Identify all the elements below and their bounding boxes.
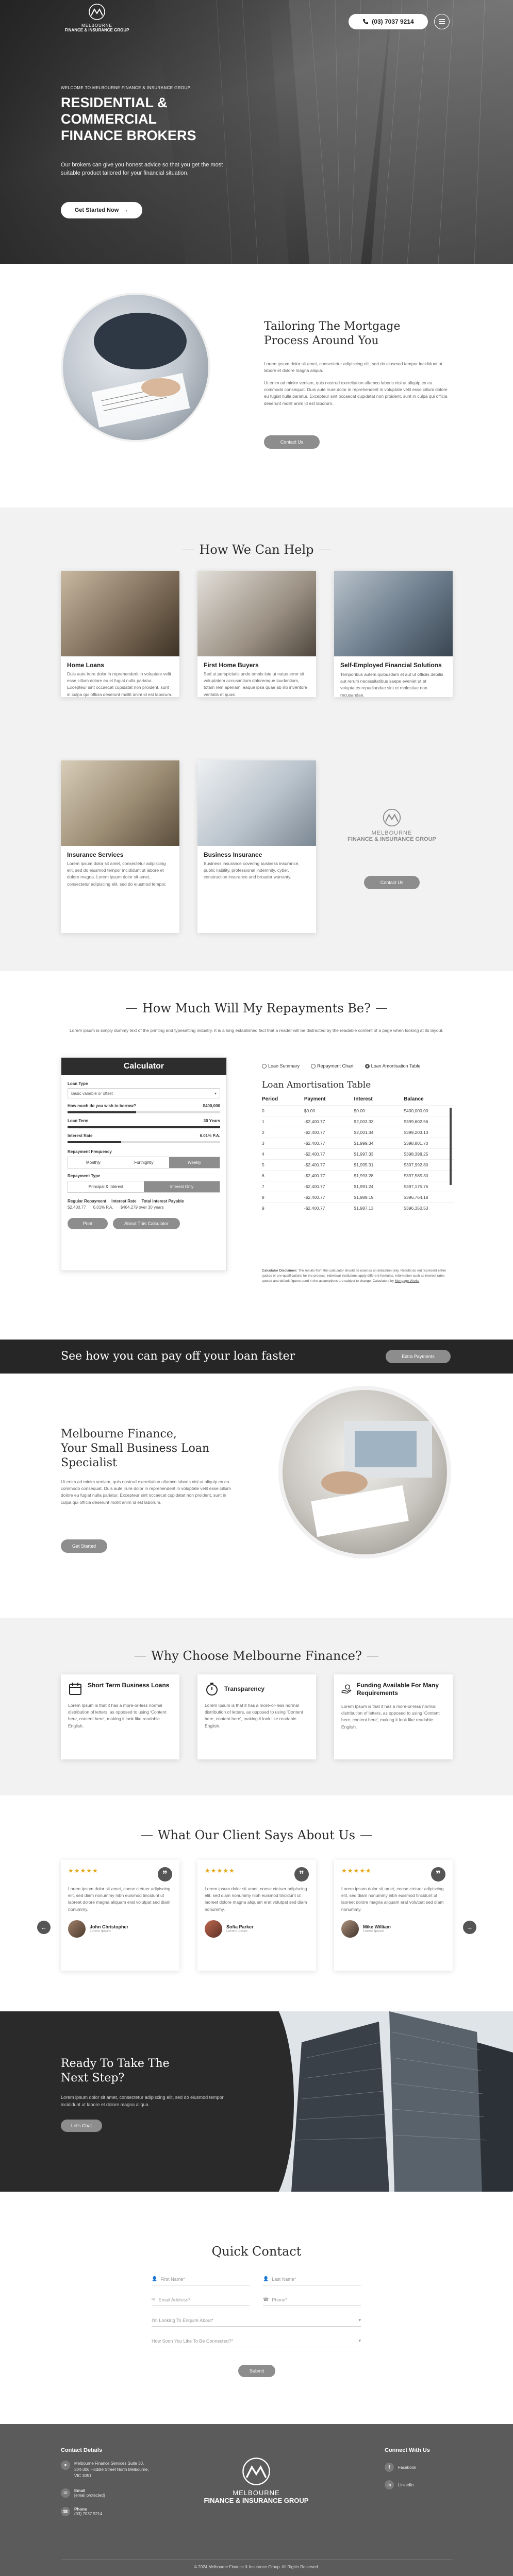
summary-label: Total Interest Payable [141,1199,184,1204]
card-text: Business insurance covering business insurance, public liability, professional indemnity, cyber, construction insurance and broader warranty. [204,861,300,880]
card-text: Lorem ipsum dolor sit amet, consectetur adipiscing elit, sed do eiusmod tempor incididunt ut labore et dolore magna. Lorem ipsum dolor sit amet, consectetur adipiscing elit, sed do eiusmod tempor. [67,861,167,887]
table-cell: $1,991.24 [354,1184,374,1189]
radio-selected-icon [365,1064,370,1069]
table-header-cell: Balance [404,1096,424,1102]
disclaimer [262,1268,453,1283]
address-text: Melbourne Finance Services Suite 30, 304-306 Hoddle Street North Melbourne, VIC 3051 [74,2461,149,2478]
help-logo [327,808,456,842]
summary-value: 6.01% P.A. [93,1205,113,1210]
table-row [262,1192,454,1202]
summary-label: Regular Repayment [68,1199,107,1204]
table-cell: $397,175.76 [404,1184,428,1189]
specialist-title-line: Your Small Business Loan [61,1442,210,1455]
disclaimer-link[interactable]: Mortgage Works [394,1279,420,1283]
self-employed-image [334,571,453,656]
table-cell: $397,992.80 [404,1162,428,1167]
prev-arrow-button[interactable] [37,1921,51,1934]
service-card-first-home[interactable] [197,571,316,697]
specialist-title-line: Melbourne Finance, [61,1428,177,1440]
table-cell: $399,203.13 [404,1130,428,1135]
why-item-title: Transparency [224,1685,265,1692]
amortisation-table [262,1096,454,1213]
contact-us-button[interactable]: Contact Us [264,435,320,449]
hero-text: Our brokers can give you honest advice so that you get the most suitable product tailored for your financial situation. [61,162,223,176]
loan-type-select[interactable] [68,1088,220,1098]
tailoring-image [61,293,210,442]
table-cell: $398,801.70 [404,1141,428,1146]
table-cell: 4 [262,1151,264,1157]
result-tabs [262,1063,458,1069]
why-item-text: Lorem Ipsum is that it has a more-or-less normal distribution of letters, as opposed to using 'Content here, content here', making it look like readable English. [68,1703,167,1728]
about-calculator-button[interactable]: About This Calculator [113,1218,180,1229]
avatar [68,1920,86,1938]
specialist-image [278,1386,451,1558]
home-loans-image [61,571,179,656]
insurance-image [61,760,179,846]
quote-icon: ❞ [431,1867,445,1882]
tab-label: Loan Summary [268,1063,300,1069]
service-card-self-employed[interactable] [334,571,453,697]
loan-type-value: Basic variable or offset [71,1091,113,1096]
table-cell: $398,398.25 [404,1151,428,1157]
linkedin-link[interactable] [385,2480,413,2489]
testimonial-card [61,1860,179,1971]
calculator-header: Calculator [61,1058,226,1075]
chevron-down-icon: ▾ [214,1091,217,1096]
logo-title: MELBOURNE [81,23,112,28]
repay-title-text: How Much Will My Repayments Be? [142,1001,371,1015]
phone-icon: ☎ [263,2297,269,2302]
phone-label: Phone [74,2507,87,2512]
hero-title-line: FINANCE BROKERS [61,128,196,143]
type-interest-only[interactable]: Interest Only [144,1181,220,1192]
table-row [262,1202,454,1213]
first-name-placeholder: First Name* [160,2276,185,2282]
card-text: Sed ut perspiciatis unde omnis iste ut natus error sit voluptatem accusantium doloremque laudantium, totam rem aperiam, eaque ipsa quae ab illo inventore veritatis et quasi. [204,671,307,697]
radio-icon [311,1064,316,1069]
footer-logo[interactable] [192,2456,321,2504]
table-cell: $396,350.53 [404,1206,428,1211]
get-started-secondary-button[interactable]: Get Started [61,1539,107,1553]
tab-label: Loan Amortisation Table [371,1063,421,1069]
footer-email[interactable] [61,2488,105,2498]
ready-title-line: Ready To Take The [61,2057,170,2070]
summary-value: $464,279 over 30 years [120,1205,164,1210]
rate-slider-fill [68,1141,121,1143]
table-cell: -$2,400.77 [304,1130,325,1135]
table-row [262,1170,454,1181]
table-row [262,1159,454,1170]
arrow-right-icon: → [467,1924,473,1931]
testimonial-name: John Christopher [90,1924,129,1930]
logo-subtitle: FINANCE & INSURANCE GROUP [347,836,436,842]
stopwatch-icon [205,1682,219,1696]
summary-value: $2,400.77 [68,1205,86,1210]
card-title: Self-Employed Financial Solutions [340,662,442,669]
why-item-title: Funding Available For Many Requirements [356,1682,439,1697]
frequency-monthly[interactable]: Monthly [86,1160,101,1165]
why-item-text: Lorem Ipsum is that it has a more-or-less normal distribution of letters, as opposed to using 'Content here, content here', making it look like readable English. [341,1704,440,1730]
table-cell: 5 [262,1162,264,1167]
table-cell: $1,987.13 [354,1206,374,1211]
table-cell: $1,995.31 [354,1162,374,1167]
lets-chat-button[interactable]: Let's Chat [61,2120,102,2132]
term-label: Loan Term [68,1118,89,1123]
phone-number: (03) 7037 9214 [372,18,414,25]
facebook-link[interactable] [385,2463,416,2472]
tab-label: Repayment Chart [317,1063,354,1069]
ready-buildings-image [260,2011,513,2192]
table-cell: -$2,400.77 [304,1162,325,1167]
specialist-title-line: Specialist [61,1456,117,1469]
table-row [262,1127,454,1138]
table-cell: 8 [262,1195,264,1200]
service-card-business-insurance[interactable] [197,760,316,933]
table-cell: $396,764.18 [404,1195,428,1200]
get-started-button[interactable] [61,202,142,218]
chevron-down-icon: ▾ [358,2338,361,2343]
menu-button[interactable] [434,14,450,29]
logo-title: MELBOURNE [233,2489,280,2497]
last-name-field[interactable] [263,2273,361,2285]
logo-mark-icon [236,2456,277,2486]
table-cell: $1,993.28 [354,1173,374,1178]
table-header-cell: Payment [304,1096,326,1102]
table-row [262,1105,454,1116]
term-value: 30 Years [203,1118,220,1123]
table-cell: $2,003.33 [354,1119,374,1124]
first-home-image [197,571,316,656]
phone-value: (03) 7037 9214 [74,2512,103,2516]
table-cell: 9 [262,1206,264,1211]
service-card-insurance[interactable] [61,760,179,933]
why-card-short-term [61,1674,179,1759]
testimonial-name: Sofia Parker [226,1924,254,1930]
type-principal-interest[interactable]: Principal & Interest [88,1184,124,1189]
table-cell: -$2,400.77 [304,1184,325,1189]
testimonial-name: Mike William [363,1924,391,1930]
email-placeholder: Email Address* [158,2297,190,2302]
hero-section [0,0,513,264]
summary-label: Interest Rate [111,1199,137,1204]
table-cell: 3 [262,1141,264,1146]
table-row [262,1181,454,1192]
hero-title-line: RESIDENTIAL & [61,95,168,110]
amortisation-title: Loan Amortisation Table [262,1080,371,1090]
phone-placeholder: Phone* [272,2297,287,2302]
hero-eyebrow: WELCOME TO MELBOURNE FINANCE & INSURANCE GROUP [61,86,191,90]
table-cell: 7 [262,1184,264,1189]
table-cell: 1 [262,1119,264,1124]
phone-icon: ☎ [61,2507,70,2516]
testimonial-text: Lorem ipsum dolor sit amet, conse ctetuer adipiscing elit, sed diam nonummy nibh euismod tincidunt ut laoreet dolore magna aliquam erat volutpat sed diam nonummy. [341,1886,444,1912]
table-header-cell: Period [262,1096,278,1102]
copyright: © 2024 Melbourne Finance & Insurance Group. All Rights Reserved. [194,2565,319,2569]
first-name-field[interactable] [152,2273,250,2285]
user-icon: 👤 [152,2276,158,2281]
logo-mark-icon [85,3,109,21]
table-row [262,1148,454,1159]
avatar [341,1920,359,1938]
ready-title [61,2057,170,2086]
borrow-value: $400,000 [203,1104,220,1108]
quote-icon: ❞ [158,1867,172,1882]
tab-repayment-chart[interactable] [311,1063,354,1069]
why-item-text: Lorem Ipsum is that it has a more-or-less normal distribution of letters, as opposed to using 'Content here, content here', making it look like readable English. [205,1703,303,1728]
linkedin-icon: in [385,2480,394,2489]
phone-field[interactable] [263,2294,361,2306]
testimonial-role: Lorem Ipsum [226,1929,247,1934]
table-cell: $0.00 [304,1108,316,1113]
phone-button[interactable] [349,14,428,29]
testimonial-text: Lorem ipsum dolor sit amet, conse ctetuer adipiscing elit, sed diam nonummy nibh euismod tincidunt ut laoreet dolore magna aliquam erat volutpat sed diam nonummy. [68,1886,171,1912]
footer-contact-title: Contact Details [61,2447,103,2453]
footer-address [61,2461,174,2479]
table-cell: -$2,400.77 [304,1119,325,1124]
card-title: Insurance Services [67,851,124,858]
card-text: Duis aute irure dolor in reprehenderit in voluptate velit esse cillum dolore eu et fugiat nulla pariatur. Excepteur sint occaecat cupidatat non proident, sunt in culpa qui officia deserunt mollit anim id est laborum. [67,671,172,697]
why-card-transparency [197,1674,316,1759]
card-title: Home Loans [67,662,105,669]
avatar [205,1920,222,1938]
table-cell: -$2,400.77 [304,1195,325,1200]
calculator-panel [61,1057,227,1271]
why-item-title: Short Term Business Loans [88,1682,170,1689]
quote-icon: ❞ [294,1867,309,1882]
testimonials-title-text: What Our Client Says About Us [157,1828,356,1842]
enquiry-select[interactable] [152,2314,361,2327]
email-value: [email protected] [74,2493,105,2498]
repay-intro: Lorem ipsum is simply dummy text of the printing and typesetting industry. It is a long established fact that a reader will be distracted by the readable content of a page when looking at its layout. [69,1028,444,1033]
table-cell: 0 [262,1108,264,1113]
table-scrollbar[interactable] [450,1108,452,1185]
logo-title: MELBOURNE [371,830,412,836]
extra-payments-button[interactable]: Extra Payments [386,1350,451,1363]
tailoring-text-2: Ut enim ad minim veniam, quis nostrud exercitation ullamco laboris nisi ut aliquip ex ea commodo consequat. Duis aute irure dolor in reprehenderit in voluptate velit esse cillum dolore eu fugiat nulla pariatur. Excepteur sint occaecat cupidatat non proident, sunt in culpa qui officia deserunt mollit anim id est laborum. [264,380,448,406]
frequency-fortnightly[interactable]: Fortnightly [134,1160,154,1165]
card-title: First Home Buyers [204,662,259,669]
calendar-icon [68,1682,82,1696]
loan-type-label: Loan Type [68,1081,88,1086]
ready-title-line: Next Step? [61,2072,125,2084]
table-cell: $399,602.56 [404,1119,428,1124]
borrow-slider[interactable] [68,1111,220,1113]
disclaimer-text: The results from this calculator should be used as an indication only. Results do not represent either quotes or pre-qualifications for the product. Individual institutions apply different formulas. Information such as interest rates quoted and default figures used in the assumptions are subject to change. Calculators by [262,1269,446,1283]
table-cell: -$2,400.77 [304,1141,325,1146]
tab-amortisation[interactable] [365,1063,421,1069]
why-title-text: Why Choose Melbourne Finance? [151,1649,362,1663]
banner-text: See how you can pay off your loan faster [61,1350,295,1363]
specialist-text: Ut enim ad minim veniam, quis nostrud exercitation ullamco laboris nisi ut aliquip ex ea commodo consequat. Duis aute irure dolor in reprehenderit in voluptate velit esse cillum dolore eu fugiat nulla pariatur. Excepteur sint occaecat cupidatat non proident, sunt in culpa qui officia deserunt mollit anim id est laborum. [61,1479,231,1505]
tailoring-text-1: Lorem ipsum dolor sit amet, consectetur adipiscing elit, sed do eiusmod tempor incididunt ut labore et dolore magna aliqua. [264,361,442,374]
table-row [262,1116,454,1127]
term-slider[interactable] [68,1126,220,1128]
radio-icon [262,1064,267,1069]
borrow-label: How much do you wish to borrow? [68,1104,136,1108]
table-cell: $397,585.30 [404,1173,428,1178]
table-cell: $400,000.00 [404,1108,428,1113]
help-title [0,543,513,557]
card-text: Temporibus autem quibusdam et aut ut officiis debitis aut rerum necessitatibus saepe eveniet ut et voluptates repudiandae sint et molestiae non recusandae. [340,672,443,698]
enquiry-placeholder: I'm Looking To Enquire About* [152,2317,214,2323]
print-button[interactable]: Print [68,1218,108,1229]
table-cell: -$2,400.77 [304,1151,325,1157]
business-insurance-image [197,760,316,846]
help-title-text: How We Can Help [199,543,314,557]
next-arrow-button[interactable] [463,1921,476,1934]
testimonial-text: Lorem ipsum dolor sit amet, conse ctetuer adipiscing elit, sed diam nonummy nibh euismod tincidunt ut laoreet dolore magna aliquam erat volutpat sed diam nonummy. [205,1886,307,1912]
table-cell: -$2,400.77 [304,1173,325,1178]
email-label: Email [74,2488,86,2493]
logo-subtitle: FINANCE & INSURANCE GROUP [204,2497,309,2504]
why-card-funding [334,1674,453,1759]
facebook-label: Facebook [398,2465,417,2470]
phone-icon [362,19,369,25]
last-name-placeholder: Last Name* [272,2276,296,2282]
disclaimer-bold: Calculator Disclaimer: [262,1269,297,1273]
frequency-weekly[interactable]: Weekly [169,1157,220,1168]
testimonial-card [334,1860,453,1971]
star-rating: ★★★★★ [68,1867,98,1874]
linkedin-label: LinkedIn [398,2482,414,2487]
why-title [0,1649,513,1663]
submit-button[interactable]: Submit [238,2365,275,2377]
testimonial-role: Lorem Ipsum [363,1929,384,1934]
term-slider-fill [68,1126,220,1128]
star-rating: ★★★★★ [205,1867,235,1874]
repayment-type-label: Repayment Type [68,1174,101,1178]
frequency-label: Repayment Frequency [68,1149,112,1154]
chevron-down-icon: ▾ [358,2317,361,2323]
help-contact-button[interactable]: Contact Us [364,876,420,889]
contact-title: Quick Contact [211,2244,302,2259]
table-cell: -$2,400.77 [304,1206,325,1211]
location-icon: ● [61,2461,70,2470]
ready-text: Lorem ipsum dolor sit amet, consectetur adipiscing elit, sed do eiusmod tempor incididunt ut labore et dolore magna aliqua. [61,2095,224,2107]
table-cell: $0.00 [354,1108,365,1113]
footer-social-title: Connect With Us [385,2447,430,2453]
borrow-slider-fill [68,1111,136,1113]
header-logo[interactable] [61,3,133,32]
table-cell: $1,989.19 [354,1195,374,1200]
money-hand-icon [341,1682,352,1696]
facebook-icon: f [385,2463,394,2472]
table-header-cell: Interest [354,1096,373,1102]
testimonial-role: Lorem Ipsum [90,1929,111,1934]
repay-title [0,1001,513,1015]
rate-value: 6.01% P.A. [200,1133,220,1138]
hero-title-line: COMMERCIAL [61,111,157,127]
testimonials-title [0,1828,513,1842]
rate-slider[interactable] [68,1141,220,1143]
table-cell: $1,997.33 [354,1151,374,1157]
get-started-label: Get Started Now [74,207,119,213]
hero-title [61,94,196,144]
table-row [262,1138,454,1148]
tailoring-title: Tailoring The Mortgage Process Around You [264,320,401,347]
logo-subtitle: FINANCE & INSURANCE GROUP [64,28,129,32]
arrow-left-icon: ← [41,1924,47,1931]
envelope-icon: ✉ [152,2297,156,2302]
envelope-icon: ✉ [61,2488,70,2498]
table-cell: 6 [262,1173,264,1178]
footer-phone[interactable] [61,2507,102,2516]
email-field[interactable] [152,2294,250,2306]
table-cell: $2,001.34 [354,1130,374,1135]
star-rating: ★★★★★ [341,1867,372,1874]
arrow-right-icon: → [123,207,129,213]
menu-icon [439,19,445,24]
timing-select[interactable] [152,2335,361,2347]
specialist-title [61,1427,209,1470]
table-cell: 2 [262,1130,264,1135]
user-icon: 👤 [263,2276,269,2281]
timing-placeholder: How Soon You Like To Be Connected?* [152,2338,233,2344]
table-cell: $1,999.34 [354,1141,374,1146]
rate-label: Interest Rate [68,1133,93,1138]
testimonial-card [197,1860,316,1971]
card-title: Business Insurance [204,851,262,858]
logo-mark-icon [379,808,405,827]
tab-loan-summary[interactable] [262,1063,300,1069]
service-card-home-loans[interactable] [61,571,179,697]
